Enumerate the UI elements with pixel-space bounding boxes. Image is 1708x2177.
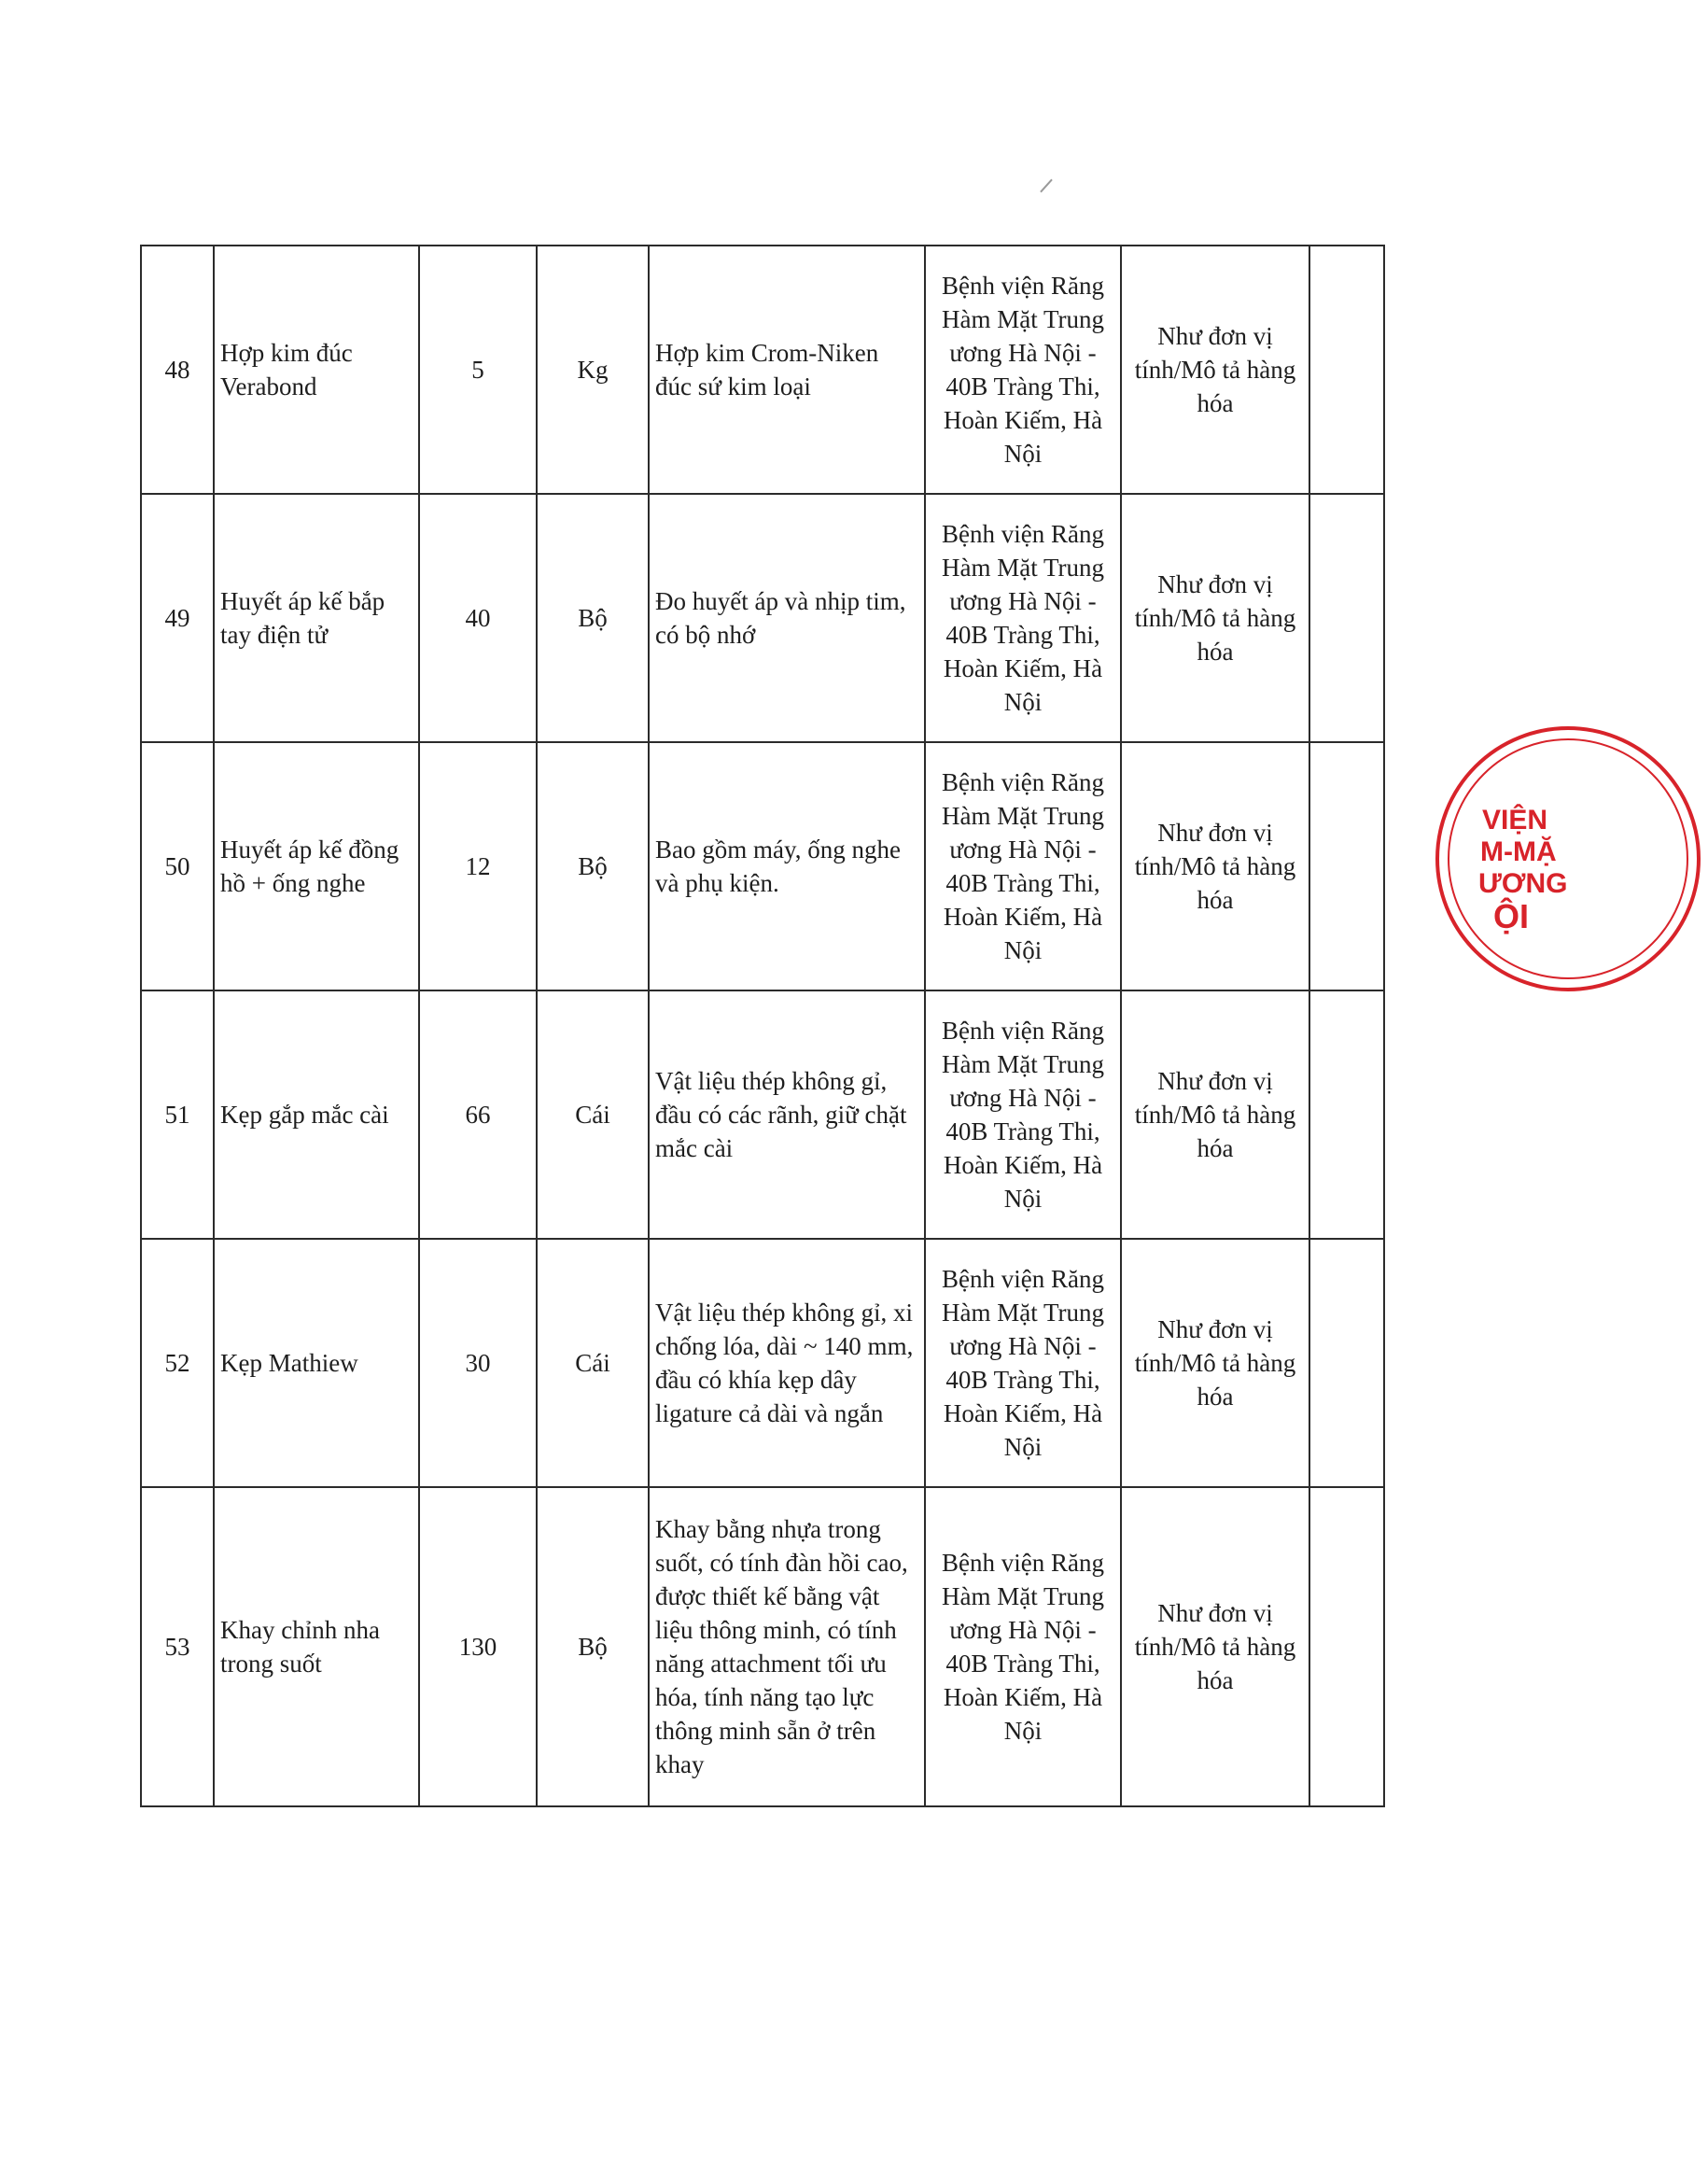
row-number: 52 <box>141 1239 214 1487</box>
item-name: Khay chỉnh nha trong suốt <box>214 1487 419 1806</box>
hospital-stamp-seal <box>1428 719 1708 999</box>
item-quantity: 12 <box>419 742 537 990</box>
item-name: Huyết áp kế đồng hồ + ống nghe <box>214 742 419 990</box>
item-description: Vật liệu thép không gỉ, xi chống lóa, dài ~ 140 mm, đầu có khía kẹp dây ligature cả dài và ngắn <box>649 1239 925 1487</box>
row-number: 48 <box>141 246 214 494</box>
delivery-place: Bệnh viện Răng Hàm Mặt Trung ương Hà Nội - 40B Tràng Thi, Hoàn Kiếm, Hà Nội <box>925 1487 1121 1806</box>
stamp-line-3: ƯƠNG <box>1478 868 1568 899</box>
empty-cell <box>1309 494 1384 742</box>
item-note: Như đơn vị tính/Mô tả hàng hóa <box>1121 1239 1309 1487</box>
stamp-rings <box>1437 728 1699 990</box>
delivery-place: Bệnh viện Răng Hàm Mặt Trung ương Hà Nội - 40B Tràng Thi, Hoàn Kiếm, Hà Nội <box>925 1239 1121 1487</box>
item-name: Kẹp gắp mắc cài <box>214 990 419 1239</box>
table-row <box>141 246 1384 494</box>
item-unit: Bộ <box>537 494 649 742</box>
item-description: Vật liệu thép không gỉ, đầu có các rãnh, giữ chặt mắc cài <box>649 990 925 1239</box>
stamp-outer-ring <box>1437 728 1699 990</box>
empty-cell <box>1309 742 1384 990</box>
empty-cell <box>1309 990 1384 1239</box>
empty-cell <box>1309 1487 1384 1806</box>
row-number: 49 <box>141 494 214 742</box>
item-note: Như đơn vị tính/Mô tả hàng hóa <box>1121 246 1309 494</box>
item-unit: Bộ <box>537 742 649 990</box>
empty-cell <box>1309 246 1384 494</box>
empty-cell <box>1309 1239 1384 1487</box>
item-name: Kẹp Mathiew <box>214 1239 419 1487</box>
item-note: Như đơn vị tính/Mô tả hàng hóa <box>1121 494 1309 742</box>
table-row <box>141 1239 1384 1487</box>
row-number: 53 <box>141 1487 214 1806</box>
item-unit: Cái <box>537 990 649 1239</box>
item-note: Như đơn vị tính/Mô tả hàng hóa <box>1121 1487 1309 1806</box>
item-description: Khay bằng nhựa trong suốt, có tính đàn hồi cao, được thiết kế bằng vật liệu thông minh, có tính năng attachment tối ưu hóa, tính năng tạo lực thông minh sẵn ở trên khay <box>649 1487 925 1806</box>
row-number: 50 <box>141 742 214 990</box>
item-description: Hợp kim Crom-Niken đúc sứ kim loại <box>649 246 925 494</box>
goods-table-body <box>141 246 1384 1806</box>
item-quantity: 130 <box>419 1487 537 1806</box>
item-description: Đo huyết áp và nhịp tim, có bộ nhớ <box>649 494 925 742</box>
item-unit: Kg <box>537 246 649 494</box>
row-number: 51 <box>141 990 214 1239</box>
item-quantity: 5 <box>419 246 537 494</box>
pen-mark <box>1040 179 1053 193</box>
delivery-place: Bệnh viện Răng Hàm Mặt Trung ương Hà Nội - 40B Tràng Thi, Hoàn Kiếm, Hà Nội <box>925 246 1121 494</box>
table-row <box>141 990 1384 1239</box>
item-quantity: 30 <box>419 1239 537 1487</box>
item-unit: Bộ <box>537 1487 649 1806</box>
item-note: Như đơn vị tính/Mô tả hàng hóa <box>1121 990 1309 1239</box>
item-quantity: 40 <box>419 494 537 742</box>
stamp-line-2: M-MẶ <box>1480 836 1557 867</box>
item-note: Như đơn vị tính/Mô tả hàng hóa <box>1121 742 1309 990</box>
stamp-inner-ring <box>1449 739 1687 978</box>
delivery-place: Bệnh viện Răng Hàm Mặt Trung ương Hà Nội - 40B Tràng Thi, Hoàn Kiếm, Hà Nội <box>925 990 1121 1239</box>
stamp-text <box>1478 804 1567 935</box>
table-row <box>141 494 1384 742</box>
goods-table <box>140 245 1385 1807</box>
delivery-place: Bệnh viện Răng Hàm Mặt Trung ương Hà Nội - 40B Tràng Thi, Hoàn Kiếm, Hà Nội <box>925 742 1121 990</box>
item-description: Bao gồm máy, ống nghe và phụ kiện. <box>649 742 925 990</box>
table-row <box>141 742 1384 990</box>
item-quantity: 66 <box>419 990 537 1239</box>
item-name: Hợp kim đúc Verabond <box>214 246 419 494</box>
table-row <box>141 1487 1384 1806</box>
item-unit: Cái <box>537 1239 649 1487</box>
item-name: Huyết áp kế bắp tay điện tử <box>214 494 419 742</box>
stamp-line-4: ỘI <box>1493 897 1530 935</box>
stamp-line-1: VIỆN <box>1482 805 1548 836</box>
delivery-place: Bệnh viện Răng Hàm Mặt Trung ương Hà Nội - 40B Tràng Thi, Hoàn Kiếm, Hà Nội <box>925 494 1121 742</box>
